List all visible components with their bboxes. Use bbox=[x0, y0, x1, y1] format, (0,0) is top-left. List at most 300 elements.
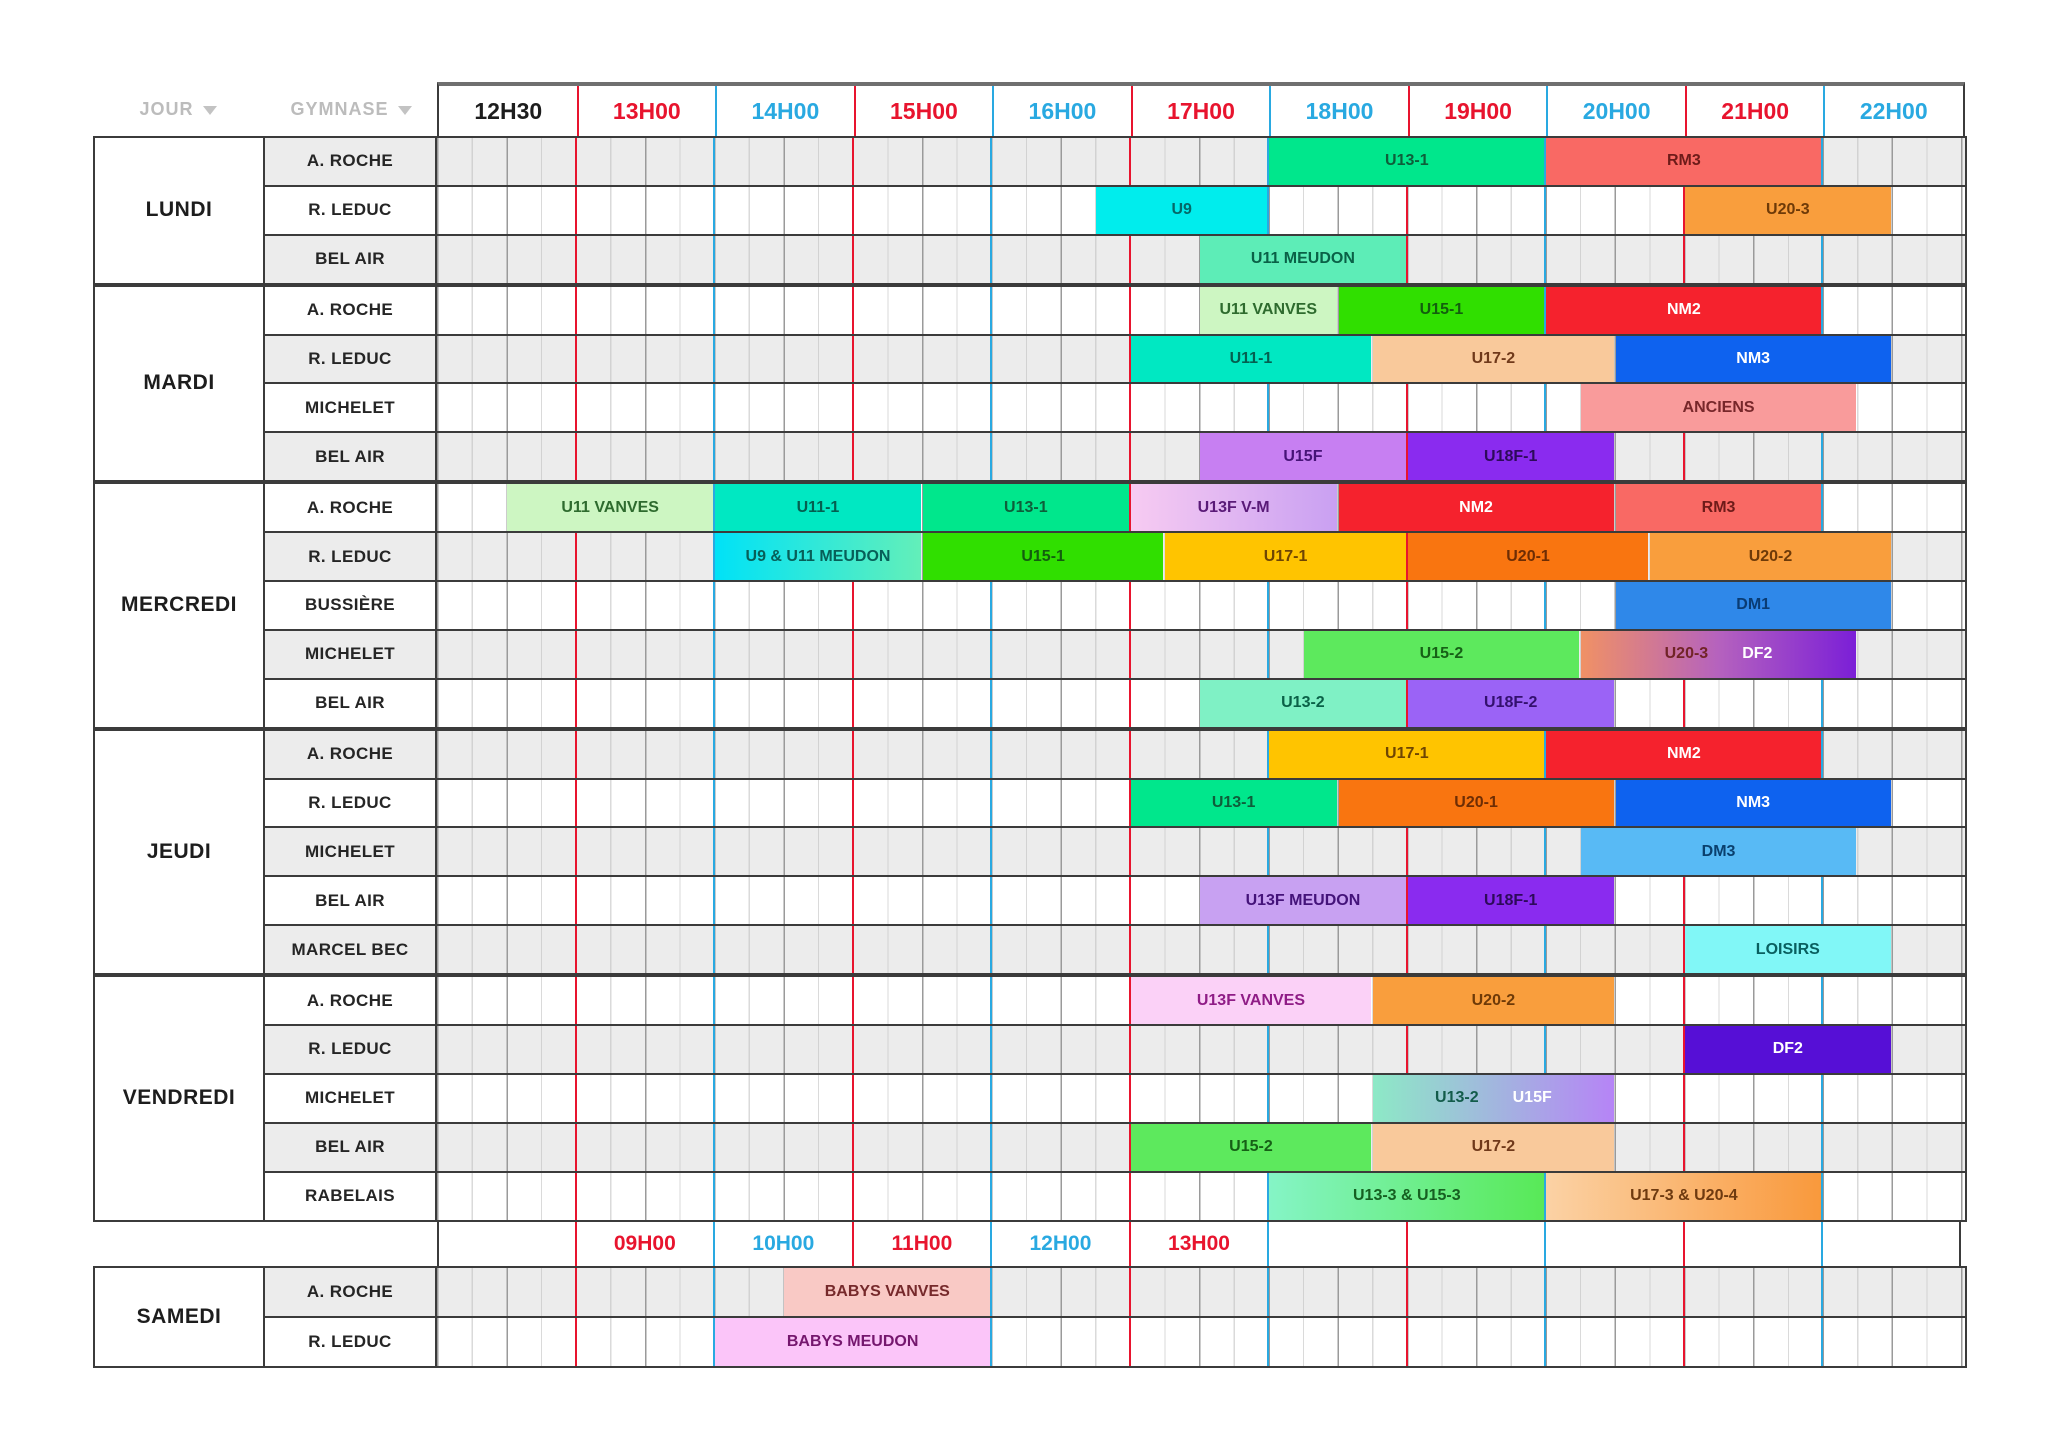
hour-line bbox=[1267, 1026, 1269, 1073]
hour-line bbox=[1129, 680, 1131, 727]
bar-label: U13-3 & U15-3 bbox=[1353, 1187, 1461, 1205]
bar-label: DM3 bbox=[1701, 842, 1736, 860]
hour-line bbox=[1821, 1318, 1823, 1366]
bar-label: U20-1 bbox=[1506, 547, 1550, 565]
hour-line bbox=[852, 287, 854, 334]
bar-label: U15F bbox=[1512, 1089, 1552, 1107]
timeline-vendredi-bel-air bbox=[437, 1124, 1965, 1171]
bar-nm2[interactable] bbox=[1339, 484, 1614, 531]
day-block-samedi bbox=[93, 1266, 1967, 1368]
hour-line bbox=[1269, 86, 1271, 136]
time-label-16h00: 16H00 bbox=[1028, 97, 1097, 124]
bar-rm3[interactable] bbox=[1546, 138, 1821, 185]
hour-line bbox=[1267, 1268, 1269, 1316]
hour-line bbox=[1821, 1124, 1823, 1171]
gym-label-r-leduc: R. LEDUC bbox=[265, 187, 437, 234]
hour-line bbox=[1129, 631, 1131, 678]
hour-line bbox=[575, 187, 577, 234]
bar-u17-1[interactable] bbox=[1165, 533, 1405, 580]
saturday-time-header bbox=[437, 1222, 1961, 1266]
bar-label: U20-2 bbox=[1471, 991, 1516, 1009]
bar-u11-meudon[interactable] bbox=[1200, 236, 1406, 283]
hour-line bbox=[715, 86, 717, 136]
bar-u11-1[interactable] bbox=[715, 484, 921, 531]
bar-u20-1[interactable] bbox=[1339, 780, 1614, 827]
gym-label-michelet: MICHELET bbox=[265, 828, 437, 875]
bar-u11-vanves[interactable] bbox=[507, 484, 713, 531]
row-lundi-r-leduc bbox=[265, 185, 1965, 234]
saturday-time-label-09h00: 09H00 bbox=[613, 1231, 676, 1255]
bar-label: NM2 bbox=[1459, 498, 1493, 516]
day-block-lundi bbox=[93, 136, 1967, 285]
bar-label: NM2 bbox=[1667, 301, 1701, 319]
hour-line bbox=[852, 187, 854, 234]
row-vendredi-r-leduc bbox=[265, 1024, 1965, 1073]
hour-line bbox=[852, 138, 854, 185]
timeline-mercredi-r-leduc bbox=[437, 533, 1965, 580]
hour-line bbox=[990, 780, 992, 827]
hour-line bbox=[1544, 1318, 1546, 1366]
bar-dm3[interactable] bbox=[1581, 828, 1856, 875]
hour-line bbox=[990, 582, 992, 629]
row-jeudi-michelet bbox=[265, 826, 1965, 875]
saturday-time-label-11h00: 11H00 bbox=[891, 1231, 953, 1255]
row-vendredi-michelet bbox=[265, 1073, 1965, 1122]
bar-u13-2[interactable] bbox=[1200, 680, 1406, 727]
hour-line bbox=[713, 336, 715, 383]
hour-line bbox=[713, 1268, 715, 1316]
hour-line bbox=[713, 780, 715, 827]
hour-line bbox=[1267, 828, 1269, 875]
day-block-mercredi bbox=[93, 482, 1967, 728]
hour-line bbox=[852, 1222, 854, 1266]
timeline-mardi-r-leduc bbox=[437, 336, 1965, 383]
hour-line bbox=[1406, 1318, 1408, 1366]
hour-line bbox=[713, 631, 715, 678]
bar-u9[interactable] bbox=[1096, 187, 1267, 234]
bar-u18f-2[interactable] bbox=[1408, 680, 1614, 727]
hour-line bbox=[575, 1173, 577, 1220]
hour-line bbox=[852, 828, 854, 875]
hour-line bbox=[990, 187, 992, 234]
bar-u13f-vanves[interactable] bbox=[1131, 977, 1371, 1024]
time-label-12h30: 12H30 bbox=[474, 97, 543, 124]
gym-label-bel-air: BEL AIR bbox=[265, 236, 437, 283]
bar-nm3[interactable] bbox=[1616, 336, 1891, 383]
hour-line bbox=[990, 1173, 992, 1220]
hour-line bbox=[990, 731, 992, 778]
bar-u20-3-df2[interactable] bbox=[1581, 631, 1856, 678]
bar-u17-2[interactable] bbox=[1373, 336, 1613, 383]
bar-label: BABYS MEUDON bbox=[786, 1332, 919, 1350]
bar-nm2[interactable] bbox=[1546, 287, 1821, 334]
hour-line bbox=[713, 926, 715, 973]
bar-label: U17-1 bbox=[1385, 745, 1429, 763]
row-mercredi-r-leduc bbox=[265, 531, 1965, 580]
hour-line bbox=[852, 582, 854, 629]
bar-label: ANCIENS bbox=[1682, 398, 1755, 416]
bar-u18f-1[interactable] bbox=[1408, 433, 1614, 480]
bar-label: NM3 bbox=[1736, 794, 1771, 812]
timeline-jeudi-marcel-bec bbox=[437, 926, 1965, 973]
bar-label: U18F-1 bbox=[1484, 891, 1538, 909]
hour-line bbox=[713, 1222, 715, 1266]
bar-label: U13F V-M bbox=[1197, 498, 1270, 516]
bar-label: U13F VANVES bbox=[1196, 991, 1306, 1009]
bar-label: U11-1 bbox=[1229, 350, 1273, 367]
hour-line bbox=[990, 336, 992, 383]
row-vendredi-bel-air bbox=[265, 1122, 1965, 1171]
bar-label: U17-2 bbox=[1471, 350, 1516, 367]
bar-label: DF2 bbox=[1742, 645, 1773, 663]
hour-line bbox=[990, 236, 992, 283]
bar-babys-vanves[interactable] bbox=[784, 1268, 990, 1316]
hour-line bbox=[852, 680, 854, 727]
hour-line bbox=[1685, 86, 1687, 136]
hour-line bbox=[1544, 1268, 1546, 1316]
bar-label: U11 VANVES bbox=[561, 498, 659, 516]
row-mardi-a-roche bbox=[265, 287, 1965, 334]
gym-label-r-leduc: R. LEDUC bbox=[265, 1026, 437, 1073]
hour-line bbox=[852, 926, 854, 973]
hour-line bbox=[1821, 484, 1823, 531]
bar-label: U17-3 & U20-4 bbox=[1630, 1187, 1738, 1205]
bar-u20-1[interactable] bbox=[1408, 533, 1648, 580]
bar-label: U9 bbox=[1171, 201, 1192, 219]
bar-u20-2[interactable] bbox=[1373, 977, 1613, 1024]
hour-line bbox=[1821, 977, 1823, 1024]
hour-line bbox=[1544, 1026, 1546, 1073]
hour-line bbox=[713, 236, 715, 283]
gym-label-r-leduc: R. LEDUC bbox=[265, 1318, 437, 1366]
saturday-time-label-10h00: 10H00 bbox=[752, 1231, 815, 1255]
bar-label: DF2 bbox=[1772, 1040, 1803, 1058]
hour-line bbox=[1823, 86, 1825, 136]
hour-line bbox=[1129, 1173, 1131, 1220]
hour-line bbox=[1821, 1173, 1823, 1220]
hour-line bbox=[575, 582, 577, 629]
hour-line bbox=[713, 287, 715, 334]
hour-line bbox=[1544, 926, 1546, 973]
hour-line bbox=[990, 1075, 992, 1122]
hour-line bbox=[575, 336, 577, 383]
timeline-jeudi-r-leduc bbox=[437, 780, 1965, 827]
bar-nm3[interactable] bbox=[1616, 780, 1891, 827]
hour-line bbox=[1821, 680, 1823, 727]
hour-line bbox=[713, 1075, 715, 1122]
hour-line bbox=[575, 1075, 577, 1122]
gym-label-bel-air: BEL AIR bbox=[265, 433, 437, 480]
gym-label-a-roche: A. ROCHE bbox=[265, 484, 437, 531]
bar-u13-1[interactable] bbox=[923, 484, 1129, 531]
gym-label-michelet: MICHELET bbox=[265, 384, 437, 431]
timeline-jeudi-a-roche bbox=[437, 731, 1965, 778]
timeline-lundi-a-roche bbox=[437, 138, 1965, 185]
hour-line bbox=[575, 680, 577, 727]
hour-line bbox=[1821, 138, 1823, 185]
hour-line bbox=[1129, 433, 1131, 480]
hour-line bbox=[575, 1026, 577, 1073]
bar-label: DM1 bbox=[1736, 596, 1771, 614]
hour-line bbox=[1683, 1075, 1685, 1122]
gym-label-r-leduc: R. LEDUC bbox=[265, 336, 437, 383]
hour-line bbox=[1821, 287, 1823, 334]
hour-line bbox=[1544, 828, 1546, 875]
bar-u13f-meudon[interactable] bbox=[1200, 877, 1406, 924]
gym-label-bel-air: BEL AIR bbox=[265, 1124, 437, 1171]
time-label-22h00: 22H00 bbox=[1859, 97, 1928, 124]
hour-line bbox=[990, 1026, 992, 1073]
timeline-vendredi-rabelais bbox=[437, 1173, 1965, 1220]
bar-label: U13-1 bbox=[1385, 152, 1429, 170]
hour-line bbox=[713, 828, 715, 875]
bar-u13-2-u15f[interactable] bbox=[1373, 1075, 1613, 1122]
hour-line bbox=[990, 1124, 992, 1171]
timeline-mardi-a-roche bbox=[437, 287, 1965, 334]
chevron-down-icon bbox=[398, 106, 412, 115]
hour-line bbox=[1129, 384, 1131, 431]
timeline-vendredi-michelet bbox=[437, 1075, 1965, 1122]
hour-line bbox=[575, 926, 577, 973]
bar-u15-1[interactable] bbox=[923, 533, 1163, 580]
hour-line bbox=[1129, 731, 1131, 778]
hour-line bbox=[1129, 877, 1131, 924]
hour-line bbox=[1267, 631, 1269, 678]
bar-u17-1[interactable] bbox=[1269, 731, 1544, 778]
time-label-13h00: 13H00 bbox=[612, 97, 681, 124]
bar-dm1[interactable] bbox=[1616, 582, 1891, 629]
gym-schedule-app bbox=[93, 82, 1967, 1368]
bar-loisirs[interactable] bbox=[1685, 926, 1891, 973]
timeline-samedi-r-leduc bbox=[437, 1318, 1965, 1366]
hour-line bbox=[713, 384, 715, 431]
hour-line bbox=[575, 731, 577, 778]
timeline-mercredi-a-roche bbox=[437, 484, 1965, 531]
hour-line bbox=[1129, 1026, 1131, 1073]
gymnase-label: GYMNASE bbox=[290, 98, 389, 119]
hour-line bbox=[1131, 86, 1133, 136]
bar-u17-3-u20-4[interactable] bbox=[1546, 1173, 1821, 1220]
bar-label: U20-3 bbox=[1766, 201, 1810, 219]
row-mardi-bel-air bbox=[265, 431, 1965, 480]
hour-line bbox=[852, 1124, 854, 1171]
hour-line bbox=[1544, 582, 1546, 629]
hour-line bbox=[1683, 236, 1685, 283]
hour-line bbox=[1544, 384, 1546, 431]
hour-line bbox=[713, 680, 715, 727]
bar-u13-1[interactable] bbox=[1269, 138, 1544, 185]
hour-line bbox=[1683, 680, 1685, 727]
bar-label: U17-2 bbox=[1471, 1138, 1516, 1156]
gym-label-a-roche: A. ROCHE bbox=[265, 138, 437, 185]
hour-line bbox=[713, 138, 715, 185]
timeline-vendredi-r-leduc bbox=[437, 1026, 1965, 1073]
timeline-mercredi-bussi-re bbox=[437, 582, 1965, 629]
hour-line bbox=[713, 731, 715, 778]
hour-line bbox=[575, 384, 577, 431]
hour-line bbox=[713, 187, 715, 234]
hour-line bbox=[575, 236, 577, 283]
chevron-down-icon bbox=[203, 106, 217, 115]
saturday-time-label-13h00: 13H00 bbox=[1168, 1231, 1230, 1255]
hour-line bbox=[575, 138, 577, 185]
day-block-vendredi bbox=[93, 975, 1967, 1221]
gym-label-a-roche: A. ROCHE bbox=[265, 287, 437, 334]
hour-line bbox=[990, 1268, 992, 1316]
bar-nm2[interactable] bbox=[1546, 731, 1821, 778]
hour-line bbox=[1406, 1268, 1408, 1316]
hour-line bbox=[990, 1222, 992, 1266]
gym-label-a-roche: A. ROCHE bbox=[265, 1268, 437, 1316]
hour-line bbox=[1821, 731, 1823, 778]
time-label-14h00: 14H00 bbox=[751, 97, 820, 124]
day-label-jeudi: JEUDI bbox=[95, 731, 265, 973]
bar-u11-1[interactable] bbox=[1131, 336, 1371, 383]
hour-line bbox=[575, 1268, 577, 1316]
hour-line bbox=[575, 828, 577, 875]
hour-line bbox=[1129, 926, 1131, 973]
bar-label: U20-2 bbox=[1748, 547, 1793, 565]
jour-label: JOUR bbox=[139, 98, 194, 119]
bar-label: U9 & U11 MEUDON bbox=[745, 547, 891, 565]
saturday-time-label-12h00: 12H00 bbox=[1029, 1231, 1092, 1255]
hour-line bbox=[1129, 582, 1131, 629]
day-rows bbox=[265, 138, 1965, 283]
bar-label: U13F MEUDON bbox=[1245, 891, 1361, 909]
row-mardi-r-leduc bbox=[265, 334, 1965, 383]
hour-line bbox=[1683, 433, 1685, 480]
hour-line bbox=[713, 1026, 715, 1073]
hour-line bbox=[713, 1173, 715, 1220]
hour-line bbox=[990, 877, 992, 924]
hour-line bbox=[852, 877, 854, 924]
timeline-samedi-a-roche bbox=[437, 1268, 1965, 1316]
bar-u15-1[interactable] bbox=[1339, 287, 1545, 334]
hour-line bbox=[713, 433, 715, 480]
day-label-lundi: LUNDI bbox=[95, 138, 265, 283]
bar-u15-2[interactable] bbox=[1304, 631, 1579, 678]
day-rows bbox=[265, 484, 1965, 726]
timeline-jeudi-michelet bbox=[437, 828, 1965, 875]
hour-line bbox=[1821, 877, 1823, 924]
bar-u20-3[interactable] bbox=[1685, 187, 1891, 234]
hour-line bbox=[852, 631, 854, 678]
timeline-lundi-r-leduc bbox=[437, 187, 1965, 234]
bar-label: U15-1 bbox=[1021, 547, 1065, 565]
hour-line bbox=[852, 384, 854, 431]
column-headers bbox=[93, 82, 437, 136]
hour-line bbox=[1408, 86, 1410, 136]
bar-u11-vanves[interactable] bbox=[1200, 287, 1337, 334]
grid-edge-line bbox=[1959, 1222, 1961, 1266]
hour-line bbox=[1129, 287, 1131, 334]
row-jeudi-bel-air bbox=[265, 875, 1965, 924]
gym-label-r-leduc: R. LEDUC bbox=[265, 780, 437, 827]
hour-line bbox=[575, 1318, 577, 1366]
weekday-blocks bbox=[93, 136, 1967, 1222]
bar-u15-2[interactable] bbox=[1131, 1124, 1371, 1171]
jour-sort-button[interactable] bbox=[93, 82, 263, 136]
timeline-mardi-bel-air bbox=[437, 433, 1965, 480]
gym-label-michelet: MICHELET bbox=[265, 631, 437, 678]
bar-u9-u11-meudon[interactable] bbox=[715, 533, 921, 580]
day-rows bbox=[265, 977, 1965, 1219]
day-block-jeudi bbox=[93, 729, 1967, 975]
hour-line bbox=[1129, 1318, 1131, 1366]
hour-line bbox=[852, 433, 854, 480]
row-mercredi-a-roche bbox=[265, 484, 1965, 531]
saturday-block bbox=[93, 1266, 1967, 1368]
bar-u20-2[interactable] bbox=[1650, 533, 1890, 580]
row-vendredi-rabelais bbox=[265, 1171, 1965, 1220]
hour-line bbox=[1544, 187, 1546, 234]
bar-u18f-1[interactable] bbox=[1408, 877, 1614, 924]
hour-line bbox=[852, 1026, 854, 1073]
bar-label: U17-1 bbox=[1263, 547, 1308, 565]
hour-line bbox=[990, 287, 992, 334]
time-label-17h00: 17H00 bbox=[1167, 97, 1235, 124]
bar-u13f-v-m[interactable] bbox=[1131, 484, 1337, 531]
hour-line bbox=[1267, 187, 1269, 234]
hour-line bbox=[575, 977, 577, 1024]
bar-u13-3-u15-3[interactable] bbox=[1269, 1173, 1544, 1220]
bar-u17-2[interactable] bbox=[1373, 1124, 1613, 1171]
day-rows bbox=[265, 287, 1965, 481]
row-jeudi-r-leduc bbox=[265, 778, 1965, 827]
bar-babys-meudon[interactable] bbox=[715, 1318, 990, 1366]
bar-u15f[interactable] bbox=[1200, 433, 1406, 480]
hour-line bbox=[990, 680, 992, 727]
hour-line bbox=[713, 877, 715, 924]
hour-line bbox=[575, 631, 577, 678]
bar-label: U11 VANVES bbox=[1219, 301, 1318, 319]
hour-line bbox=[1546, 86, 1548, 136]
day-label-vendredi: VENDREDI bbox=[95, 977, 265, 1219]
hour-line bbox=[575, 433, 577, 480]
hour-line bbox=[1129, 828, 1131, 875]
hour-line bbox=[1683, 1222, 1685, 1266]
grid-edge-line bbox=[437, 1222, 439, 1266]
timeline-lundi-bel-air bbox=[437, 236, 1965, 283]
gymnase-sort-button[interactable] bbox=[265, 82, 437, 136]
bar-df2[interactable] bbox=[1685, 1026, 1891, 1073]
hour-line bbox=[852, 336, 854, 383]
timeline-mardi-michelet bbox=[437, 384, 1965, 431]
bar-label: U13-1 bbox=[1004, 498, 1048, 516]
hour-line bbox=[1267, 1222, 1269, 1266]
hour-line bbox=[1683, 1268, 1685, 1316]
hour-line bbox=[1821, 433, 1823, 480]
hour-line bbox=[1267, 1075, 1269, 1122]
bar-anciens[interactable] bbox=[1581, 384, 1856, 431]
hour-line bbox=[575, 877, 577, 924]
hour-line bbox=[990, 384, 992, 431]
bar-label: U18F-1 bbox=[1484, 447, 1538, 465]
bar-rm3[interactable] bbox=[1616, 484, 1822, 531]
bar-label: NM3 bbox=[1736, 350, 1771, 367]
day-label-mercredi: MERCREDI bbox=[95, 484, 265, 726]
hour-line bbox=[713, 977, 715, 1024]
time-label-21h00: 21H00 bbox=[1721, 97, 1790, 124]
bar-u13-1[interactable] bbox=[1131, 780, 1337, 827]
day-rows bbox=[265, 1268, 1965, 1366]
hour-line bbox=[854, 86, 856, 136]
time-header bbox=[437, 82, 1965, 136]
bar-label: U15-2 bbox=[1419, 645, 1464, 663]
hour-line bbox=[713, 1124, 715, 1171]
hour-line bbox=[1406, 828, 1408, 875]
timeline-jeudi-bel-air bbox=[437, 877, 1965, 924]
